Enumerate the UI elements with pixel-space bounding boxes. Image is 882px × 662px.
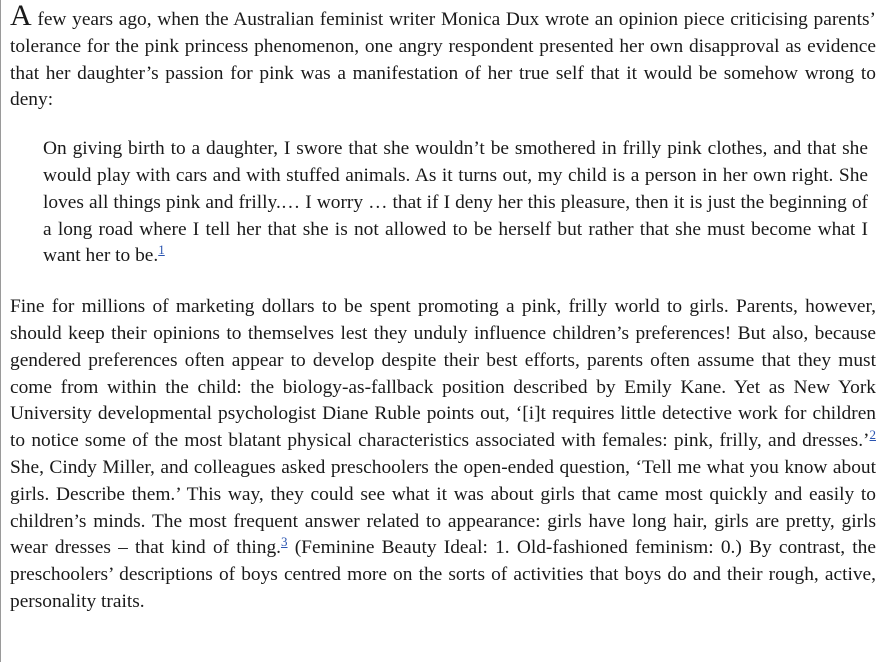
drop-cap: A bbox=[10, 0, 32, 32]
body-paragraph-text-a: Fine for millions of marketing dollars to be spent promoting a pink, frilly world to girls. Parents, however, should keep their opinions to themselves lest they unduly influence children’s preferences! But also, because gendered preferences often appear to develop despite their best efforts, parents often assume that they must come from within the child: the biology-as-fallback position described by Emily Kane. Yet as New York University developmental psychologist Diane Ruble points out, ‘[i]t requires little detective work for children to notice some of the most blatant physical characteristics associated with females: pink, frilly, and dresses.’ bbox=[10, 296, 876, 452]
blockquote-text: On giving birth to a daughter, I swore that she wouldn’t be smothered in frilly pink clothes, and that she would play with cars and with stuffed animals. As it turns out, my child is a person in her own right. She loves all things pink and frilly.… I worry … that if I deny her this pleasure, then it is just the beginning of a long road where I tell her that she is not allowed to be herself but rather that she must become what I want her to be. bbox=[43, 138, 868, 267]
intro-paragraph bbox=[10, 0, 876, 114]
blockquote bbox=[43, 136, 868, 270]
document-page bbox=[10, 0, 876, 616]
intro-paragraph-text: few years ago, when the Australian feminist writer Monica Dux wrote an opinion piece criticising parents’ tolerance for the pink princess phenomenon, one angry respondent presented her own disapproval as evidence that her daughter’s passion for pink was a manifestation of her true self that it would be somehow wrong to deny: bbox=[10, 9, 876, 111]
body-paragraph-text-b: She, Cindy Miller, and colleagues asked preschoolers the open-ended question, ‘Tell me what you know about girls. Describe them.’ This way, they could see what it was about girls that came most quickly and easily to children’s minds. The most frequent answer related to appearance: girls have long hair, girls are pretty, girls wear dresses – that kind of thing. bbox=[10, 456, 876, 559]
footnote-link-2[interactable]: 2 bbox=[869, 427, 876, 443]
footnote-link-1[interactable]: 1 bbox=[158, 242, 165, 258]
body-paragraph-text-c: (Feminine Beauty Ideal: 1. Old-fashioned feminism: 0.) By contrast, the preschoolers’ descriptions of boys centred more on the sorts of activities that boys do and their rough, active, personality traits. bbox=[10, 537, 876, 612]
body-paragraph bbox=[10, 294, 876, 616]
footnote-link-3[interactable]: 3 bbox=[281, 534, 288, 550]
